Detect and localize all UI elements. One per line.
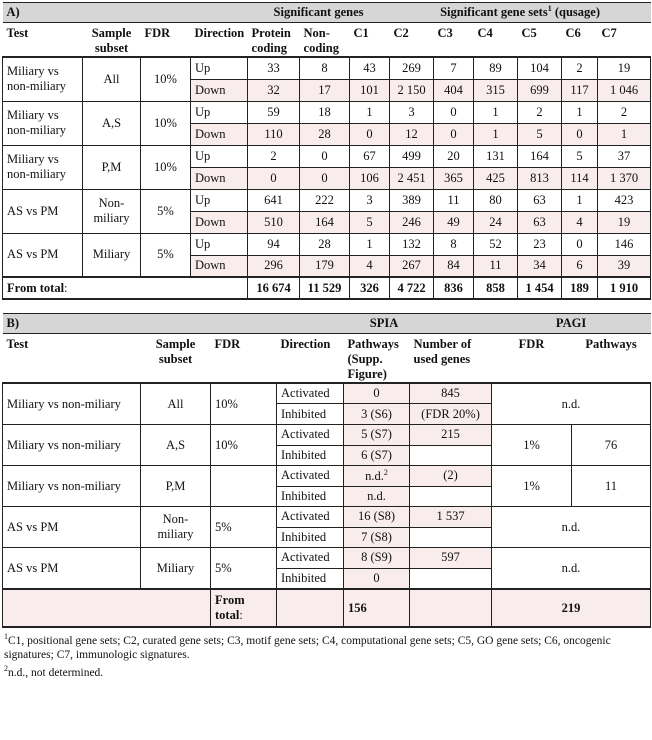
value-cell: 131: [474, 145, 518, 167]
pagi-cell: n.d.: [492, 507, 651, 548]
value-cell: 0: [434, 123, 474, 145]
test-cell: AS vs PM: [3, 548, 141, 590]
value-cell: 59: [248, 101, 300, 123]
value-cell: 2: [248, 145, 300, 167]
value-cell: 114: [562, 167, 598, 189]
pathways-cell: 5 (S7): [344, 425, 410, 446]
value-cell: 423: [598, 189, 651, 211]
value-cell: 389: [390, 189, 434, 211]
direction-cell: Down: [191, 167, 248, 189]
section-b-total-row: [3, 589, 651, 627]
value-cell: 33: [248, 57, 300, 79]
direction-cell: Inhibited: [277, 404, 344, 425]
used-genes-cell: [410, 527, 492, 548]
col-used-genes: Number of used genes: [413, 337, 472, 366]
value-cell: 106: [350, 167, 390, 189]
total-value: 858: [474, 277, 518, 299]
table-row: [3, 548, 651, 569]
value-cell: 39: [598, 255, 651, 277]
value-cell: 0: [300, 145, 350, 167]
value-cell: 34: [518, 255, 562, 277]
test-cell: Miliary vs non-miliary: [3, 101, 83, 145]
pagi-pathways-cell: 76: [572, 425, 651, 466]
value-cell: 11: [434, 189, 474, 211]
pagi-fdr-cell: 1%: [492, 466, 572, 507]
pagi-fdr-cell: 1%: [492, 425, 572, 466]
value-cell: 0: [300, 167, 350, 189]
value-cell: 699: [518, 79, 562, 101]
value-cell: 1: [474, 101, 518, 123]
total-spia: 156: [344, 589, 410, 627]
direction-cell: Up: [191, 145, 248, 167]
value-cell: 52: [474, 233, 518, 255]
used-genes-cell: 845: [410, 383, 492, 404]
used-genes-cell: [410, 445, 492, 466]
table-row: [3, 466, 651, 487]
value-cell: 296: [248, 255, 300, 277]
value-cell: 5: [350, 211, 390, 233]
subset-cell: All: [83, 57, 141, 101]
subset-cell: P,M: [83, 145, 141, 189]
pathways-cell: 8 (S9): [344, 548, 410, 569]
table-row: [3, 145, 651, 167]
pathways-cell: 6 (S7): [344, 445, 410, 466]
value-cell: 164: [518, 145, 562, 167]
value-cell: 0: [434, 101, 474, 123]
fdr-cell: 5%: [141, 189, 191, 233]
pathways-cell: 16 (S8): [344, 507, 410, 528]
sig-gene-sets-header: Significant gene sets$^1$ (qusage): [440, 4, 600, 20]
value-cell: 315: [474, 79, 518, 101]
test-cell: Miliary vs non-miliary: [3, 425, 141, 466]
table-row: [3, 189, 651, 211]
value-cell: 2: [598, 101, 651, 123]
pathways-cell: 3 (S6): [344, 404, 410, 425]
value-cell: 49: [434, 211, 474, 233]
used-genes-cell: (2): [410, 466, 492, 487]
footnote-1: $^1$C1, positional gene sets; C2, curated gene sets; C3, motif gene sets; C4, computational gene sets; C5, GO gene sets; C6, oncogenic signatures; C7, immunologic signatures.: [4, 632, 611, 661]
value-cell: 12: [390, 123, 434, 145]
value-cell: 222: [300, 189, 350, 211]
test-cell: AS vs PM: [3, 507, 141, 548]
total-value: 16 674: [248, 277, 300, 299]
col-pagi-fdr: FDR: [518, 337, 545, 351]
value-cell: 1: [562, 189, 598, 211]
value-cell: 37: [598, 145, 651, 167]
value-cell: 63: [518, 211, 562, 233]
value-cell: 84: [434, 255, 474, 277]
test-cell: AS vs PM: [3, 189, 83, 233]
value-cell: 19: [598, 211, 651, 233]
fdr-cell: 10%: [211, 425, 277, 466]
value-cell: 19: [598, 57, 651, 79]
value-cell: 641: [248, 189, 300, 211]
table-a: [2, 2, 651, 300]
value-cell: 6: [562, 255, 598, 277]
value-cell: 89: [474, 57, 518, 79]
value-cell: 18: [300, 101, 350, 123]
total-value: 1 454: [518, 277, 562, 299]
direction-cell: Inhibited: [277, 568, 344, 589]
value-cell: 5: [562, 145, 598, 167]
value-cell: 17: [300, 79, 350, 101]
value-cell: 164: [300, 211, 350, 233]
direction-cell: Up: [191, 189, 248, 211]
fdr-cell: 5%: [211, 548, 277, 590]
pagi-cell: n.d.: [492, 383, 651, 425]
value-cell: 1 046: [598, 79, 651, 101]
col-non-coding: Non-coding: [303, 26, 339, 55]
col-direction: Direction: [280, 337, 331, 351]
subset-cell: Miliary: [141, 548, 211, 590]
col-direction: Direction: [194, 26, 245, 40]
direction-cell: Up: [191, 57, 248, 79]
value-cell: 101: [350, 79, 390, 101]
test-cell: Miliary vs non-miliary: [3, 383, 141, 425]
pathways-cell: n.d.$^2$: [344, 466, 410, 487]
value-cell: 2: [518, 101, 562, 123]
fdr-cell: 10%: [211, 383, 277, 425]
subset-cell: A,S: [83, 101, 141, 145]
used-genes-cell: [410, 486, 492, 507]
col-c1: C1: [353, 26, 369, 40]
total-value: 326: [350, 277, 390, 299]
value-cell: 4: [562, 211, 598, 233]
col-test: Test: [6, 26, 29, 40]
pathways-cell: 0: [344, 568, 410, 589]
table-row: [3, 383, 651, 404]
value-cell: 1: [598, 123, 651, 145]
direction-cell: Up: [191, 101, 248, 123]
footnote-2: $^2$n.d., not determined.: [4, 663, 104, 679]
subset-cell: Miliary: [83, 233, 141, 277]
total-label: From total:: [211, 589, 277, 627]
value-cell: 269: [390, 57, 434, 79]
section-a-header: [3, 3, 651, 23]
value-cell: 4: [350, 255, 390, 277]
test-cell: Miliary vs non-miliary: [3, 466, 141, 507]
total-value: 4 722: [390, 277, 434, 299]
direction-cell: Activated: [277, 548, 344, 569]
used-genes-cell: 597: [410, 548, 492, 569]
value-cell: 3: [350, 189, 390, 211]
test-cell: Miliary vs non-miliary: [3, 57, 83, 101]
fdr-cell: 5%: [141, 233, 191, 277]
direction-cell: Down: [191, 123, 248, 145]
value-cell: 80: [474, 189, 518, 211]
table-b: [2, 313, 651, 628]
pathways-cell: 0: [344, 383, 410, 404]
footnotes: [2, 630, 650, 680]
section-b-label: B): [6, 316, 19, 330]
subset-cell: All: [141, 383, 211, 425]
value-cell: 179: [300, 255, 350, 277]
pagi-pathways-cell: 11: [572, 466, 651, 507]
direction-cell: Down: [191, 255, 248, 277]
value-cell: 28: [300, 233, 350, 255]
direction-cell: Inhibited: [277, 527, 344, 548]
table-row: [3, 101, 651, 123]
col-subset: Sample subset: [91, 26, 132, 55]
direction-cell: Activated: [277, 425, 344, 446]
value-cell: 2: [562, 57, 598, 79]
direction-cell: Down: [191, 79, 248, 101]
value-cell: 425: [474, 167, 518, 189]
value-cell: 267: [390, 255, 434, 277]
fdr-cell: 10%: [141, 57, 191, 101]
fdr-cell: 5%: [211, 507, 277, 548]
table-row: [3, 57, 651, 79]
value-cell: 813: [518, 167, 562, 189]
test-cell: AS vs PM: [3, 233, 83, 277]
col-c3: C3: [437, 26, 453, 40]
section-b-header: [3, 314, 651, 334]
value-cell: 43: [350, 57, 390, 79]
value-cell: 132: [390, 233, 434, 255]
sig-genes-header: Significant genes: [273, 5, 364, 19]
value-cell: 146: [598, 233, 651, 255]
col-protein-coding: Protein coding: [251, 26, 291, 55]
value-cell: 24: [474, 211, 518, 233]
test-cell: Miliary vs non-miliary: [3, 145, 83, 189]
total-label: From total:: [3, 277, 248, 299]
value-cell: 365: [434, 167, 474, 189]
direction-cell: Inhibited: [277, 445, 344, 466]
direction-cell: Inhibited: [277, 486, 344, 507]
direction-cell: Down: [191, 211, 248, 233]
col-fdr: FDR: [214, 337, 241, 351]
value-cell: 0: [248, 167, 300, 189]
value-cell: 1: [562, 101, 598, 123]
used-genes-cell: [410, 568, 492, 589]
total-value: 1 910: [598, 277, 651, 299]
value-cell: 8: [300, 57, 350, 79]
fdr-cell: 10%: [141, 101, 191, 145]
value-cell: 1: [474, 123, 518, 145]
total-pagi: 219: [492, 589, 651, 627]
value-cell: 94: [248, 233, 300, 255]
col-c4: C4: [477, 26, 493, 40]
value-cell: 0: [562, 123, 598, 145]
total-value: 11 529: [300, 277, 350, 299]
value-cell: 510: [248, 211, 300, 233]
value-cell: 3: [390, 101, 434, 123]
section-a-column-headers: [3, 23, 651, 58]
col-c6: C6: [565, 26, 581, 40]
col-pathways: Pathways (Supp. Figure): [347, 337, 399, 381]
section-b-column-headers: [3, 334, 651, 384]
col-c5: C5: [521, 26, 537, 40]
value-cell: 32: [248, 79, 300, 101]
total-value: 836: [434, 277, 474, 299]
value-cell: 110: [248, 123, 300, 145]
value-cell: 1: [350, 101, 390, 123]
fdr-cell: [211, 466, 277, 507]
value-cell: 0: [562, 233, 598, 255]
section-a-total-row: [3, 277, 651, 299]
value-cell: 11: [474, 255, 518, 277]
value-cell: 20: [434, 145, 474, 167]
subset-cell: Non-miliary: [83, 189, 141, 233]
col-pagi-pathways: Pathways: [585, 337, 637, 351]
value-cell: 63: [518, 189, 562, 211]
value-cell: 28: [300, 123, 350, 145]
pathways-cell: n.d.: [344, 486, 410, 507]
value-cell: 2 451: [390, 167, 434, 189]
col-c7: C7: [601, 26, 617, 40]
value-cell: 1 370: [598, 167, 651, 189]
pagi-header: PAGI: [555, 316, 587, 330]
table-row: [3, 507, 651, 528]
value-cell: 2 150: [390, 79, 434, 101]
value-cell: 67: [350, 145, 390, 167]
col-test: Test: [6, 337, 29, 351]
table-row: [3, 425, 651, 446]
value-cell: 117: [562, 79, 598, 101]
subset-cell: A,S: [141, 425, 211, 466]
fdr-cell: 10%: [141, 145, 191, 189]
value-cell: 0: [350, 123, 390, 145]
total-value: 189: [562, 277, 598, 299]
value-cell: 104: [518, 57, 562, 79]
used-genes-cell: 215: [410, 425, 492, 446]
value-cell: 246: [390, 211, 434, 233]
direction-cell: Activated: [277, 383, 344, 404]
value-cell: 1: [350, 233, 390, 255]
table-row: [3, 233, 651, 255]
used-genes-cell: 1 537: [410, 507, 492, 528]
section-a-label: A): [6, 5, 20, 19]
col-c2: C2: [393, 26, 409, 40]
value-cell: 8: [434, 233, 474, 255]
spia-header: SPIA: [369, 316, 399, 330]
col-fdr: FDR: [144, 26, 171, 40]
value-cell: 5: [518, 123, 562, 145]
pathways-cell: 7 (S8): [344, 527, 410, 548]
used-genes-cell: (FDR 20%): [410, 404, 492, 425]
value-cell: 7: [434, 57, 474, 79]
col-subset: Sample subset: [155, 337, 196, 366]
value-cell: 499: [390, 145, 434, 167]
subset-cell: Non-miliary: [141, 507, 211, 548]
direction-cell: Up: [191, 233, 248, 255]
value-cell: 23: [518, 233, 562, 255]
value-cell: 404: [434, 79, 474, 101]
subset-cell: P,M: [141, 466, 211, 507]
pagi-cell: n.d.: [492, 548, 651, 590]
direction-cell: Activated: [277, 507, 344, 528]
direction-cell: Activated: [277, 466, 344, 487]
